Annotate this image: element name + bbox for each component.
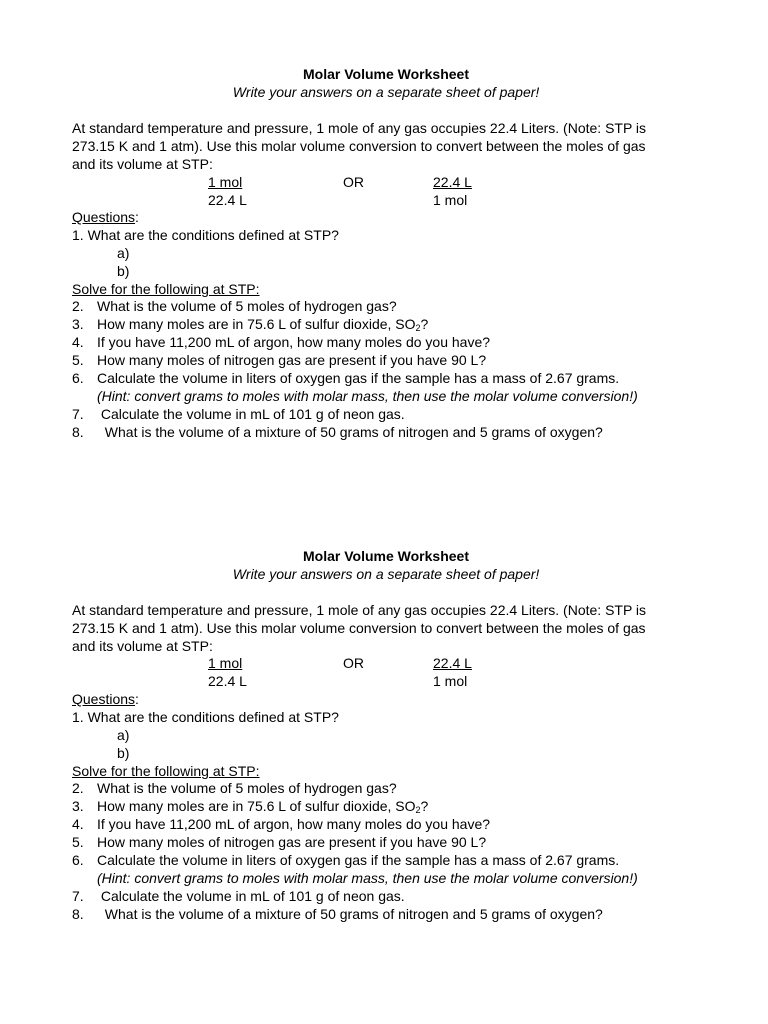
- questions-label-colon: :: [135, 209, 139, 225]
- question-number: 2.: [72, 298, 84, 314]
- conversion-left-numerator: 1 mol: [208, 174, 243, 190]
- conversion-right-denominator: 1 mol: [433, 673, 468, 689]
- solve-header: Solve for the following at STP:: [72, 763, 260, 779]
- conversion-left-denominator: 22.4 L: [208, 673, 247, 689]
- worksheet-subtitle: Write your answers on a separate sheet of paper!: [232, 566, 540, 582]
- question-text: Calculate the volume in liters of oxygen gas if the sample has a mass of 2.67 grams.: [97, 852, 620, 868]
- question-1-a: a): [117, 727, 130, 743]
- intro-line-2: 273.15 K and 1 atm). Use this molar volume conversion to convert between the moles of gas: [72, 620, 646, 636]
- intro-line-2: 273.15 K and 1 atm). Use this molar volume conversion to convert between the moles of gas: [72, 138, 646, 154]
- questions-label-colon: :: [135, 691, 139, 707]
- question-5: [72, 351, 486, 369]
- question-text: How many moles are in 75.6 L of sulfur dioxide, SO: [97, 798, 416, 814]
- question-4: [72, 333, 490, 351]
- question-text: What is the volume of 5 moles of hydrogen gas?: [97, 780, 397, 796]
- conversion-or: OR: [343, 655, 364, 671]
- question-number: 7.: [72, 406, 84, 422]
- question-7: [72, 887, 405, 905]
- question-text: Calculate the volume in mL of 101 g of neon gas.: [97, 406, 405, 422]
- question-number: 3.: [72, 316, 84, 332]
- question-text: What is the volume of a mixture of 50 grams of nitrogen and 5 grams of oxygen?: [97, 424, 603, 440]
- conversion-right-denominator: 1 mol: [433, 192, 468, 208]
- question-2: [72, 779, 397, 797]
- worksheet-top: [72, 65, 700, 455]
- intro-line-3: and its volume at STP:: [72, 156, 213, 172]
- question-5: [72, 833, 486, 851]
- question-number: 8.: [72, 424, 84, 440]
- question-6: [72, 369, 619, 387]
- question-text: How many moles are in 75.6 L of sulfur dioxide, SO: [97, 316, 416, 332]
- question-3: [72, 797, 428, 815]
- worksheet-bottom: [72, 547, 700, 937]
- conversion-left-numerator: 1 mol: [208, 655, 243, 671]
- question-8: [72, 905, 603, 923]
- questions-label: [72, 208, 139, 226]
- question-1: 1. What are the conditions defined at STP?: [72, 227, 339, 243]
- question-number: 4.: [72, 334, 84, 350]
- subscript: 2: [415, 323, 421, 333]
- worksheet-subtitle: Write your answers on a separate sheet of paper!: [232, 84, 540, 100]
- question-text: Calculate the volume in liters of oxygen gas if the sample has a mass of 2.67 grams.: [97, 370, 620, 386]
- conversion-right-numerator: 22.4 L: [433, 655, 472, 671]
- worksheet-title: Molar Volume Worksheet: [303, 548, 469, 564]
- question-text-after: ?: [420, 316, 429, 332]
- question-text: How many moles of nitrogen gas are present if you have 90 L?: [97, 352, 487, 368]
- questions-label: [72, 690, 139, 708]
- question-6: [72, 851, 619, 869]
- questions-label-text: Questions: [72, 209, 136, 225]
- conversion-right-numerator: 22.4 L: [433, 174, 472, 190]
- hint: (Hint: convert grams to moles with molar mass, then use the molar volume conversion!): [97, 870, 638, 886]
- question-number: 8.: [72, 906, 84, 922]
- hint: (Hint: convert grams to moles with molar mass, then use the molar volume conversion!): [97, 388, 638, 404]
- question-number: 5.: [72, 834, 84, 850]
- question-7: [72, 405, 405, 423]
- question-number: 3.: [72, 798, 84, 814]
- question-text: How many moles of nitrogen gas are present if you have 90 L?: [97, 834, 487, 850]
- intro-line-3: and its volume at STP:: [72, 638, 213, 654]
- question-number: 6.: [72, 852, 84, 868]
- subscript: 2: [415, 805, 421, 815]
- question-number: 6.: [72, 370, 84, 386]
- question-text: If you have 11,200 mL of argon, how many moles do you have?: [97, 334, 491, 350]
- question-1-a: a): [117, 245, 130, 261]
- question-1: 1. What are the conditions defined at STP?: [72, 709, 339, 725]
- question-3: [72, 315, 428, 333]
- question-number: 4.: [72, 816, 84, 832]
- worksheet-title: Molar Volume Worksheet: [303, 66, 469, 82]
- question-text: What is the volume of 5 moles of hydrogen gas?: [97, 298, 397, 314]
- conversion-or: OR: [343, 174, 364, 190]
- question-text-after: ?: [420, 798, 429, 814]
- question-number: 5.: [72, 352, 84, 368]
- question-text: What is the volume of a mixture of 50 grams of nitrogen and 5 grams of oxygen?: [97, 906, 603, 922]
- questions-label-text: Questions: [72, 691, 136, 707]
- question-4: [72, 815, 490, 833]
- question-8: [72, 423, 603, 441]
- solve-header: Solve for the following at STP:: [72, 281, 260, 297]
- intro-line-1: At standard temperature and pressure, 1 mole of any gas occupies 22.4 Liters. (Note: STP is: [72, 120, 647, 136]
- question-1-b: b): [117, 263, 130, 279]
- question-number: 2.: [72, 780, 84, 796]
- conversion-left-denominator: 22.4 L: [208, 192, 247, 208]
- question-text: If you have 11,200 mL of argon, how many moles do you have?: [97, 816, 491, 832]
- question-1-b: b): [117, 745, 130, 761]
- question-text: Calculate the volume in mL of 101 g of neon gas.: [97, 888, 405, 904]
- intro-line-1: At standard temperature and pressure, 1 mole of any gas occupies 22.4 Liters. (Note: STP is: [72, 602, 647, 618]
- question-2: [72, 297, 397, 315]
- question-number: 7.: [72, 888, 84, 904]
